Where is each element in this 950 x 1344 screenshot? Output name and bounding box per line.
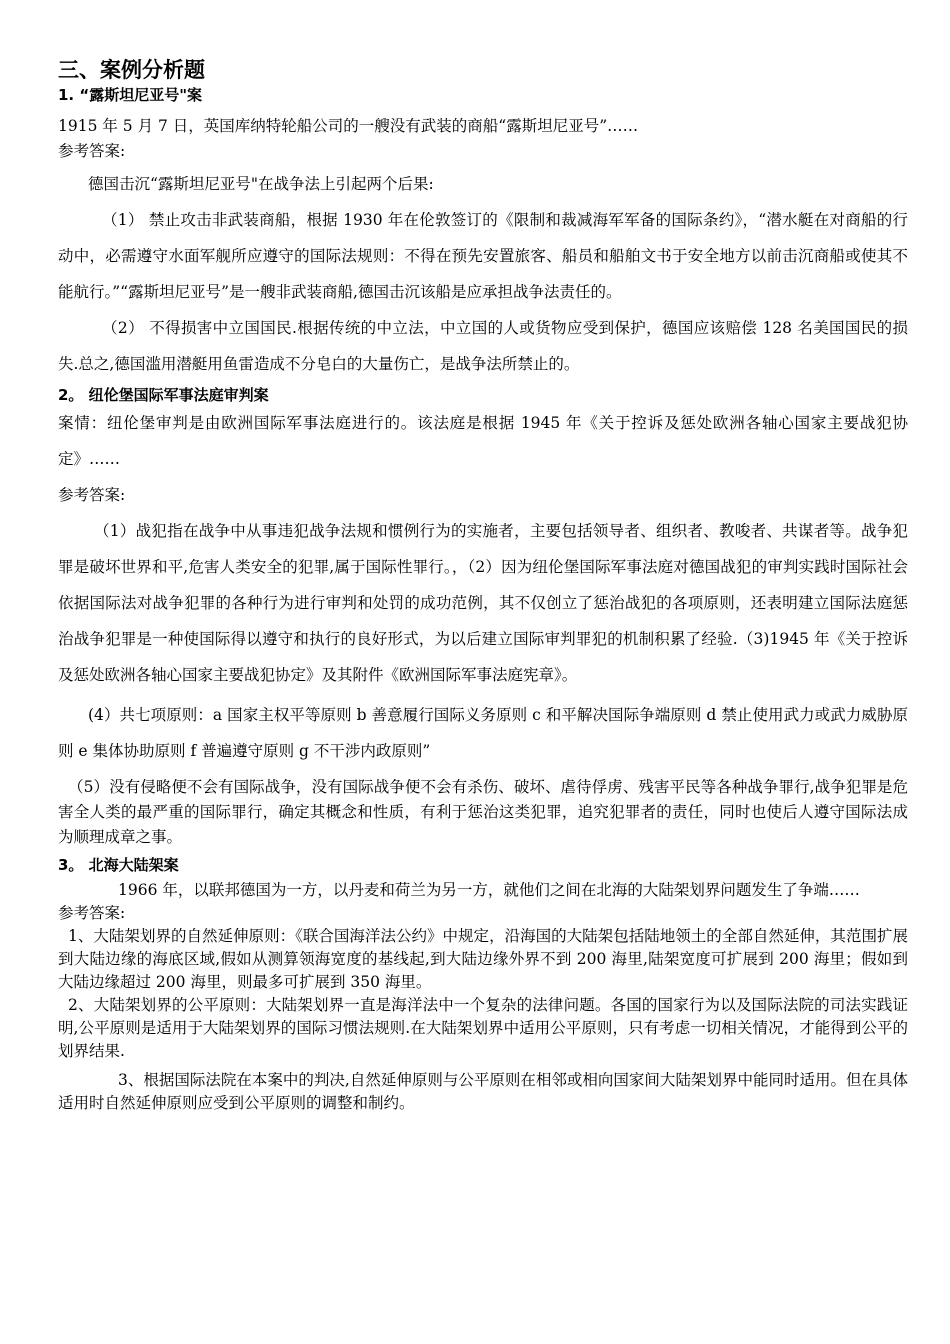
case2-intro: 案情：纽伦堡审判是由欧洲国际军事法庭进行的。该法庭是根据 1945 年《关于控诉及惩处欧洲各轴心国家主要战犯协定》…… <box>58 414 908 468</box>
case1-paragraph-0: 德国击沉“露斯坦尼亚号"在战争法上引起两个后果: <box>88 175 434 193</box>
case2-heading: 2。 纽伦堡国际军事法庭审判案 <box>58 386 269 404</box>
case3-paragraph-1: 1、大陆架划界的自然延伸原则：《联合国海洋法公约》中规定，沿海国的大陆架包括陆地领土的全部自然延伸，其范围扩展到大陆边缘的海底区域,假如从测算领海宽度的基线起,到大陆边缘外界不到 200 海里,陆架宽度可扩展到 200 海里；假如到大陆边缘超过 200 海里，则最多可扩展到 350 海里。 <box>58 927 908 991</box>
case1-paragraph-1: （1） 禁止攻击非武装商船，根据 1930 年在伦敦签订的《限制和裁减海军军备的国际条约》，“潜水艇在对商船的行动中，必需遵守水面军舰所应遵守的国际法规则：不得在预先安置旅客、船员和船舶文书于安全地方以前击沉商船或使其不能航行。”“露斯坦尼亚号”是一艘非武装商船,德国击沉该船是应承担战争法责任的。 <box>58 211 908 301</box>
case1-paragraph-2: （2） 不得损害中立国国民.根据传统的中立法，中立国的人或货物应受到保护，德国应该赔偿 128 名美国国民的损失.总之,德国滥用潜艇用鱼雷造成不分皂白的大量伤亡，是战争法所禁止的。 <box>58 319 908 373</box>
case2-paragraph-5: （5）没有侵略便不会有国际战争，没有国际战争便不会有杀伤、破坏、虐待俘虏、残害平民等各种战争罪行,战争犯罪是危害全人类的最严重的国际罪行，确定其概念和性质，有利于惩治这类犯罪，追究犯罪者的责任，同时也使后人遵守国际法成为顺理成章之事。 <box>58 778 908 846</box>
case1-heading: 1. “露斯坦尼亚号"案 <box>58 86 203 104</box>
case3-answer-label: 参考答案: <box>58 904 126 922</box>
case2-paragraph-4: (4）共七项原则：a 国家主权平等原则 b 善意履行国际义务原则 c 和平解决国际争端原则 d 禁止使用武力或武力威胁原则 e 集体协助原则 f 普遍遵守原则 g 不干涉内政原则” <box>58 706 908 760</box>
case1-answer-label: 参考答案: <box>58 142 126 160</box>
case3-heading: 3。 北海大陆架案 <box>58 856 179 874</box>
case2-paragraph-1: （1）战犯指在战争中从事违犯战争法规和惯例行为的实施者，主要包括领导者、组织者、教唆者、共谋者等。战争犯罪是破坏世界和平,危害人类安全的犯罪,属于国际性罪行。，（2）因为纽伦堡国际军事法庭对德国战犯的审判实践时国际社会依据国际法对战争犯罪的各种行为进行审判和处罚的成功范例，其不仅创立了惩治战犯的各项原则，还表明建立国际法庭惩治战争犯罪是一种使国际得以遵守和执行的良好形式，为以后建立国际审判罪犯的机制积累了经验.（3)1945 年《关于控诉及惩处欧洲各轴心国家主要战犯协定》及其附件《欧洲国际军事法庭宪章》。 <box>58 522 908 684</box>
case3-paragraph-3: 3、根据国际法院在本案中的判决,自然延伸原则与公平原则在相邻或相向国家间大陆架划界中能同时适用。但在具体适用时自然延伸原则应受到公平原则的调整和制约。 <box>58 1071 908 1112</box>
document-page <box>58 54 908 1115</box>
section-title: 三、案例分析题 <box>58 58 205 82</box>
case3-paragraph-2: 2、大陆架划界的公平原则：大陆架划界一直是海洋法中一个复杂的法律问题。各国的国家行为以及国际法院的司法实践证明,公平原则是适用于大陆架划界的国际习惯法规则.在大陆架划界中适用公平原则，只有考虑一切相关情况，才能得到公平的划界结果. <box>58 996 908 1060</box>
case1-intro: 1915 年 5 月 7 日，英国库纳特轮船公司的一艘没有武装的商船“露斯坦尼亚号”…… <box>58 117 639 135</box>
case2-answer-label: 参考答案: <box>58 486 126 504</box>
case3-intro: 1966 年，以联邦德国为一方，以丹麦和荷兰为另一方，就他们之间在北海的大陆架划界问题发生了争端…… <box>118 881 860 899</box>
